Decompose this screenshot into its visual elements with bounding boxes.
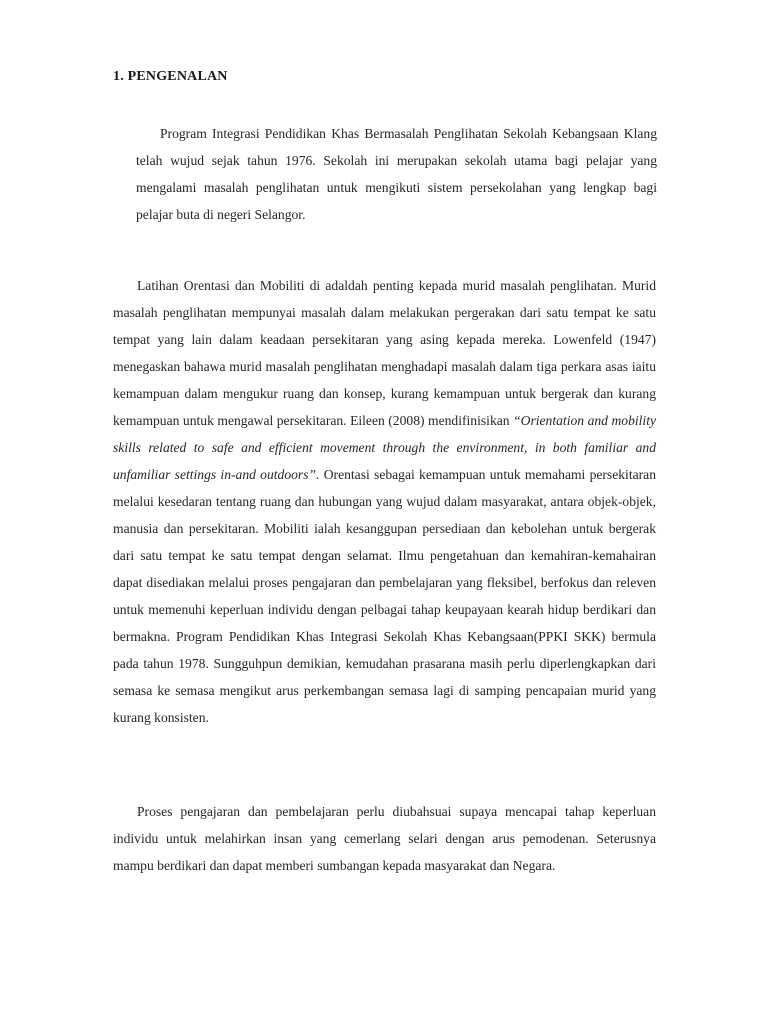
paragraph-introduction: Program Integrasi Pendidikan Khas Bermasalah Penglihatan Sekolah Kebangsaan Klang telah wujud sejak tahun 1976. Sekolah ini merupakan sekolah utama bagi pelajar yang mengalami masalah penglihatan untuk mengikuti sistem persekolahan yang lengkap bagi pelajar buta di negeri Selangor.	[136, 126, 657, 222]
quote-text: “Orientation and mobility skills related to safe and efficient movement through the environment, in both familiar and unfamiliar settings in-and outdoors”.	[113, 413, 657, 482]
paragraph-text-after-quote: Orentasi sebagai kemampuan untuk memahami persekitaran melalui kesedaran tentang ruang dan hubungan yang wujud dalam masyarakat, antara objek-objek, manusia dan persekitaran. Mobiliti ialah kesanggupan persediaan dan kebolehan untuk bergerak dari satu tempat ke satu tempat dengan selamat. Ilmu pengetahuan dan kemahiran-kemahairan dapat disediakan melalui proses pengajaran dan pembelajaran yang fleksibel, berfokus dan releven untuk memenuhi keperluan individu dengan pelbagai tahap keupayaan kearah hidup berdikari dan bermakna. Program Pendidikan Khas Integrasi Sekolah Khas Kebangsaan(PPKI SKK) bermula pada tahun 1978. Sungguhpun demikian, kemudahan prasarana masih perlu diperlengkapkan dari semasa ke semasa mengikut arus perkembangan semasa lagi di samping pencapaian murid yang kurang konsisten.	[113, 467, 656, 725]
paragraph-orientation-mobility	[113, 272, 656, 731]
paragraph-teaching-learning: Proses pengajaran dan pembelajaran perlu diubahsuai supaya mencapai tahap keperluan individu untuk melahirkan insan yang cemerlang selari dengan arus pemodenan. Seterusnya mampu berdikari dan dapat memberi sumbangan kepada masyarakat dan Negara.	[113, 804, 656, 873]
section-heading: 1. PENGENALAN	[113, 69, 228, 84]
paragraph-text-before-quote: Latihan Orentasi dan Mobiliti di adaldah penting kepada murid masalah penglihatan. Murid masalah penglihatan mempunyai masalah dalam melakukan pergerakan dari satu tempat ke satu tempat yang lain dalam keadaan persekitaran yang asing kepada mereka. Lowenfeld (1947) menegaskan bahawa murid masalah penglihatan menghadapi masalah dalam tiga perkara asas iaitu kemampuan dalam mengukur ruang dan konsep, kurang kemampuan untuk bergerak dan kurang kemampuan untuk mengawal persekitaran. Eileen (2008) mendifinisikan	[113, 278, 656, 428]
